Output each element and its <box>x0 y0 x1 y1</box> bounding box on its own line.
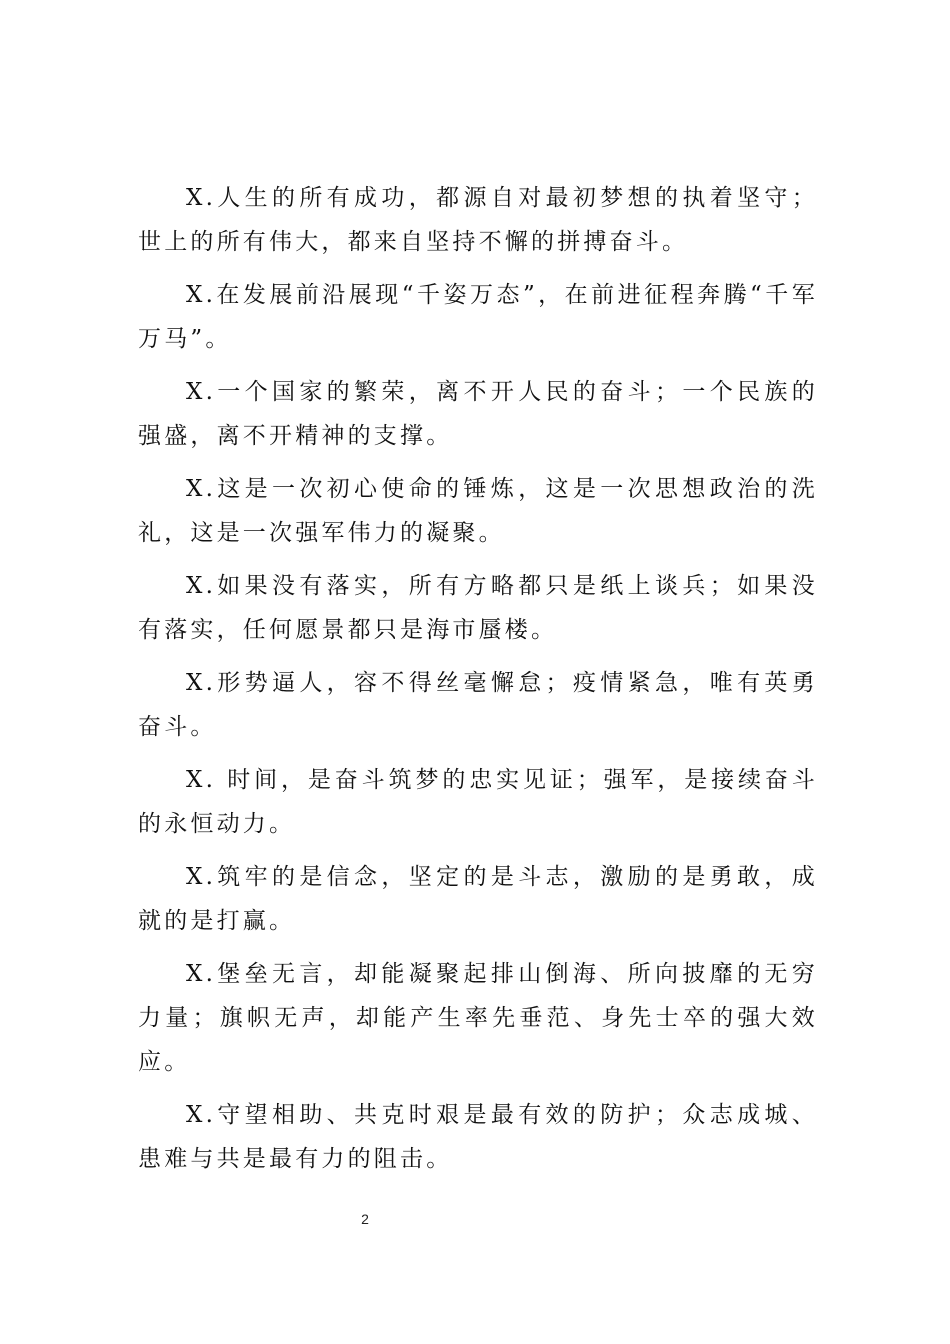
paragraph-7: X. 时间，是奋斗筑梦的忠实见证；强军，是接续奋斗的永恒动力。 <box>138 767 818 837</box>
paragraph-9: X.堡垒无言，却能凝聚起排山倒海、所向披靡的无穷力量；旗帜无声，却能产生率先垂范、身先士卒的强大效应。 <box>138 961 818 1075</box>
paragraph-10: X.守望相助、共克时艰是最有效的防护；众志成城、患难与共是最有力的阻击。 <box>138 1102 818 1172</box>
paragraph-1: X.人生的所有成功，都源自对最初梦想的执着坚守；世上的所有伟大，都来自坚持不懈的拼搏奋斗。 <box>138 185 818 255</box>
paragraph-4: X.这是一次初心使命的锤炼，这是一次思想政治的洗礼，这是一次强军伟力的凝聚。 <box>138 476 818 546</box>
paragraph-8: X.筑牢的是信念，坚定的是斗志，激励的是勇敢，成就的是打赢。 <box>138 864 818 934</box>
paragraph-2: X.在发展前沿展现“千姿万态”，在前进征程奔腾“千军万马”。 <box>138 282 818 352</box>
document-body <box>138 176 818 1190</box>
page-number: 2 <box>361 1211 369 1227</box>
paragraph-6: X.形势逼人，容不得丝毫懈怠；疫情紧急，唯有英勇奋斗。 <box>138 670 818 740</box>
paragraph-3: X.一个国家的繁荣，离不开人民的奋斗；一个民族的强盛，离不开精神的支撑。 <box>138 379 818 449</box>
paragraph-5: X.如果没有落实，所有方略都只是纸上谈兵；如果没有落实，任何愿景都只是海市蜃楼。 <box>138 573 818 643</box>
